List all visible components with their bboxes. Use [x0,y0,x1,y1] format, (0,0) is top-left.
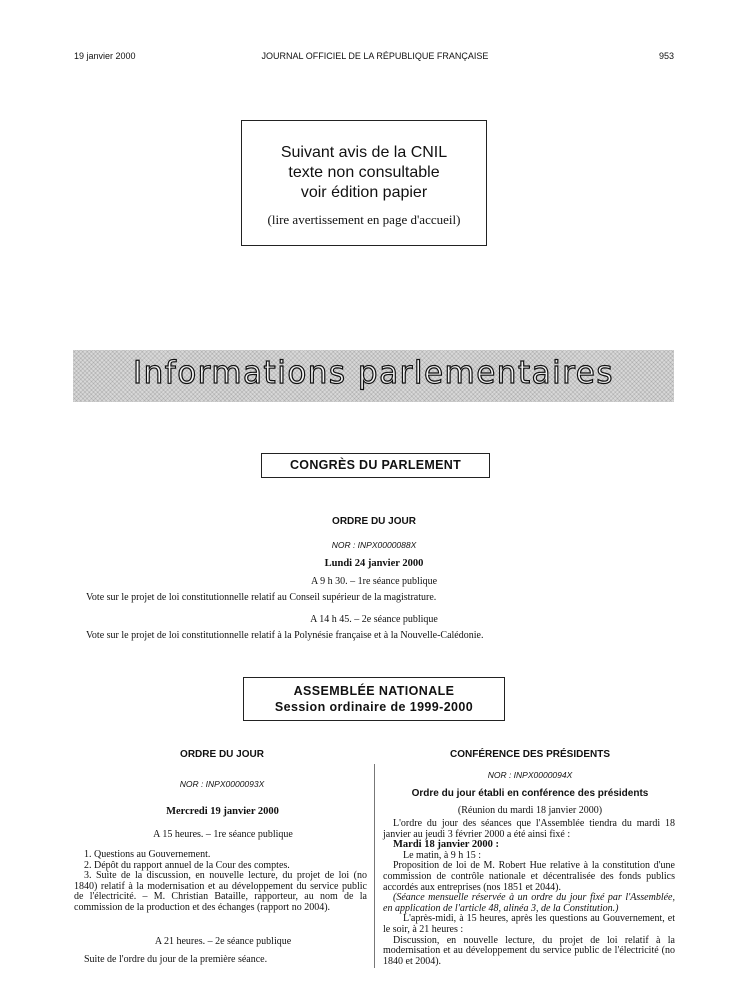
left-item-3: 3. Suite de la discussion, en nouvelle lecture, du projet de loi (no 1840) relatif à la modernisation et au développement du service public de l'électricité. – M. Christian Bataille, rapporteur, au nom de la commission de la production et des échanges (rapport no 2004). [74,870,367,913]
right-nor: NOR : INPX0000094X [487,770,573,780]
congres-date: Lundi 24 janvier 2000 [324,558,424,569]
assemblee-box [243,677,505,721]
column-divider [374,764,375,968]
cnil-notice-box [241,120,487,246]
right-seance-mensuelle: (Séance mensuelle réservée à un ordre du jour fixé par l'Assemblée, en application de l'article 48, alinéa 3, de la Constitution.) [383,892,675,914]
assemblee-box-line-1: ASSEMBLÉE NATIONALE [293,684,455,698]
banner-title: Informations parlementaires [132,355,615,391]
right-matin: Le matin, à 9 h 15 : [403,849,482,861]
left-date: Mercredi 19 janvier 2000 [166,806,279,817]
left-item-1: 1. Questions au Gouvernement. [84,849,211,860]
cnil-note: (lire avertissement en page d'accueil) [267,212,461,227]
cnil-line-3: voir édition papier [300,184,428,201]
left-seance-2-time: A 21 heures. – 2e séance publique [154,936,292,947]
right-discussion: Discussion, en nouvelle lecture, du projet de loi relatif à la modernisation et au développement du service public de l'électricité (no 1840 et 2004). [383,934,675,967]
journal-title: JOURNAL OFFICIEL DE LA RÉPUBLIQUE FRANÇAISE [261,51,489,61]
cnil-line-1: Suivant avis de la CNIL [280,144,448,161]
congres-seance-1-text: Vote sur le projet de loi constitutionnelle relatif au Conseil supérieur de la magistrature. [86,592,437,603]
right-proposition: Proposition de loi de M. Robert Hue relative à la constitution d'une commission de contrôle nationale et décentralisée des fonds publics accordés aux entreprises (nos 1851 et 2044). [383,860,675,893]
cnil-line-2: texte non consultable [288,164,440,181]
left-nor: NOR : INPX0000093X [179,779,265,789]
congres-ordre-title: ORDRE DU JOUR [332,516,416,527]
congres-box [261,453,490,478]
left-items [74,850,367,914]
assemblee-box-line-2: Session ordinaire de 1999-2000 [274,700,474,714]
left-ordre-title: ORDRE DU JOUR [180,749,264,760]
header-date: 19 janvier 2000 [74,51,136,61]
congres-seance-2-time: A 14 h 45. – 2e séance publique [310,614,438,625]
right-apres-midi: L'après-midi, à 15 heures, après les questions au Gouvernement, et le soir, à 21 heures : [383,913,675,935]
section-banner [73,350,674,402]
page-number: 953 [658,51,674,61]
right-conference-title: CONFÉRENCE DES PRÉSIDENTS [449,749,611,760]
right-intro: L'ordre du jour des séances que l'Assemblée tiendra du mardi 18 janvier au jeudi 3 février 2000 a été ainsi fixé : [383,818,675,840]
congres-nor: NOR : INPX0000088X [331,540,417,550]
right-day-1: Mardi 18 janvier 2000 : [393,839,499,851]
left-item-2: 2. Dépôt du rapport annuel de la Cour des comptes. [84,859,290,871]
right-subtitle: Ordre du jour établi en conférence des présidents [411,788,649,799]
congres-box-title: CONGRÈS DU PARLEMENT [289,458,462,472]
left-seance-2-text: Suite de l'ordre du jour de la première séance. [84,954,268,965]
right-body [383,819,675,967]
left-seance-1-time: A 15 heures. – 1re séance publique [153,829,293,840]
right-reunion: (Réunion du mardi 18 janvier 2000) [457,805,603,816]
congres-seance-2-text: Vote sur le projet de loi constitutionnelle relatif à la Polynésie française et à la Nouvelle-Calédonie. [86,630,484,641]
congres-seance-1-time: A 9 h 30. – 1re séance publique [310,576,438,587]
